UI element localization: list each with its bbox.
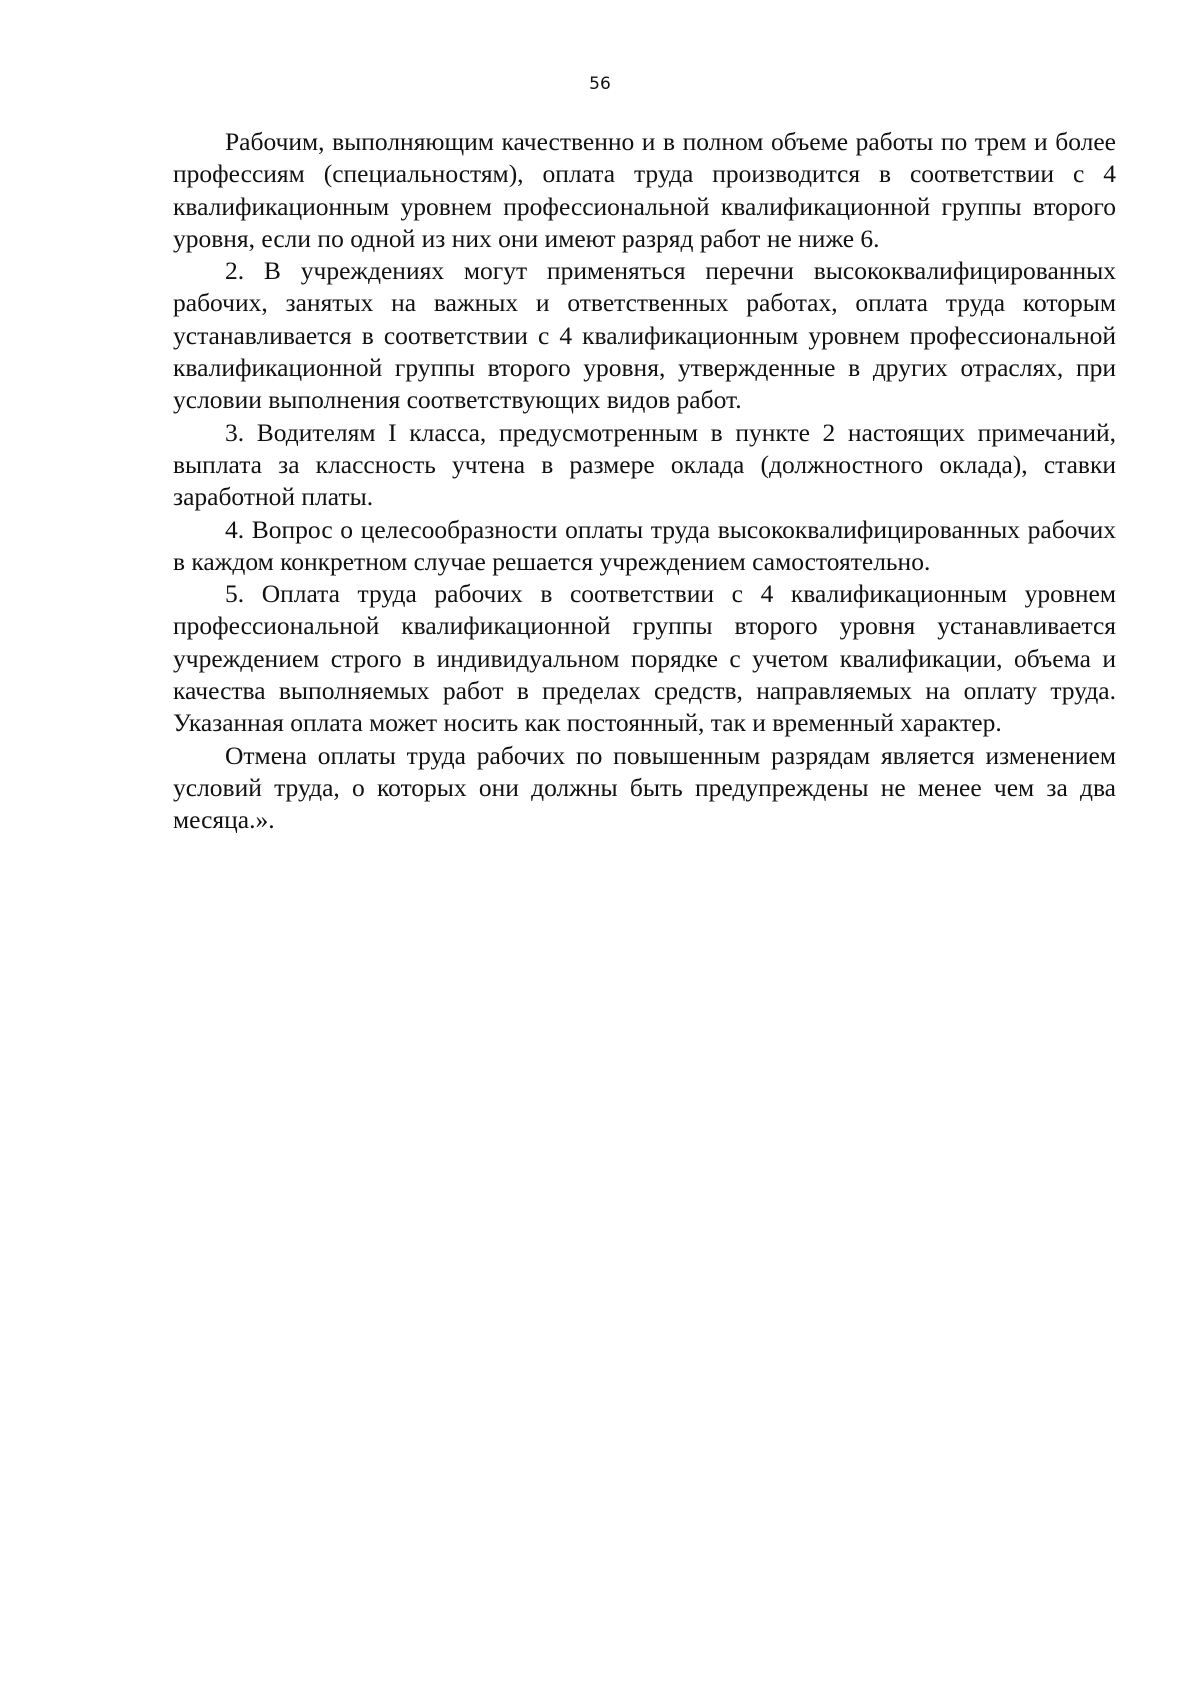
paragraph-note-2: 2. В учреждениях могут применяться перечни высококвалифицированных рабочих, занятых на важных и ответственных работах, оплата труда которым устанавливается в соответствии с 4 квалификационным уровнем профессиональной квалификационной группы второго уровня, утвержденные в других отраслях, при условии выполнения соответствующих видов работ. xyxy=(173,256,1116,415)
paragraph-multi-profession: Рабочим, выполняющим качественно и в полном объеме работы по трем и более профессиям (специальностям), оплата труда производится в соответствии с 4 квалификационным уровнем профессиональной квалификационной группы второго уровня, если по одной из них они имеют разряд работ не ниже 6. xyxy=(173,127,1116,253)
paragraph-note-3: 3. Водителям I класса, предусмотренным в пункте 2 настоящих примечаний, выплата за классность учтена в размере оклада (должностного оклада), ставки заработной платы. xyxy=(173,417,1116,512)
paragraph-cancellation: Отмена оплаты труда рабочих по повышенным разрядам является изменением условий труда, о которых они должны быть предупреждены не менее чем за два месяца.». xyxy=(173,740,1116,835)
document-body xyxy=(173,126,1116,837)
page-number: 56 xyxy=(589,74,611,94)
paragraph-note-5: 5. Оплата труда рабочих в соответствии с 4 квалификационным уровнем профессиональной квалификационной группы второго уровня устанавливается учреждением строго в индивидуальном порядке с учетом квалификации, объема и качества выполняемых работ в пределах средств, направляемых на оплату труда. Указанная оплата может носить как постоянный, так и временный характер. xyxy=(173,579,1116,738)
paragraph-note-4: 4. Вопрос о целесообразности оплаты труда высококвалифицированных рабочих в каждом конкретном случае решается учреждением самостоятельно. xyxy=(173,514,1116,576)
